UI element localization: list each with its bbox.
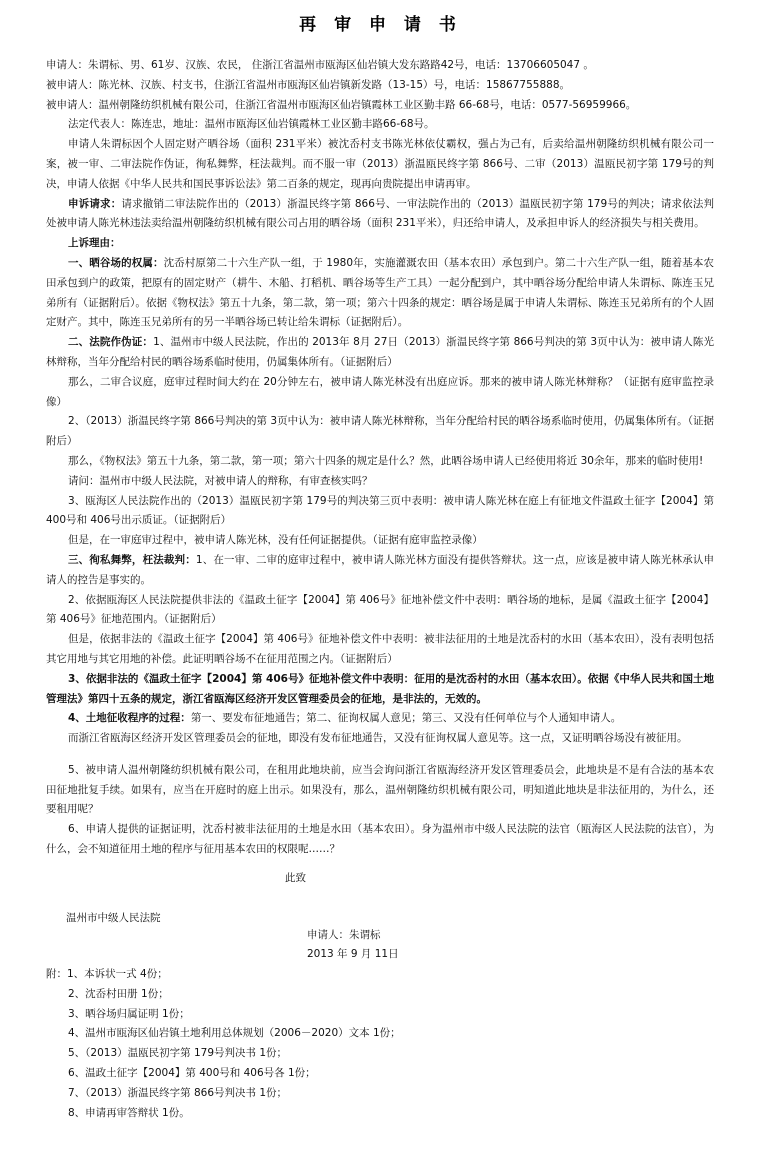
section-2 [46, 333, 714, 373]
section-2-text: 1、温州市中级人民法院，作出的 2013年 8月 27日（2013）浙温民终字第 866号判决的第 3页中认为：被申请人陈光林辩称，当年分配给村民的晒谷场系临时使用，仍属集体所有。（证据附后） [46, 336, 715, 368]
section-2-label: 二、法院作伪证： [68, 336, 154, 349]
section-1 [46, 254, 714, 333]
section-4 [46, 709, 714, 729]
party-respondent-1: 被申请人：陈光林、汉族、村支书，住浙江省温州市瓯海区仙岩镇新发路（13-15）号，电话：15867755888。 [46, 78, 570, 91]
addressee-court: 温州市中级人民法院 [66, 912, 161, 924]
attachment-item: 7、（2013）浙温民终字第 866号判决书 1份； [68, 1086, 288, 1099]
section-2-para-6: 3、瓯海区人民法院作出的（2013）温瓯民初字第 179号的判决第三页中表明：被申请人陈光林在庭上有征地文件温政土征字【2004】第 400号和 406号出示质证。（证据附后） [46, 494, 714, 527]
section-3-label: 三、徇私舞弊，枉法裁判： [68, 553, 196, 566]
closing-salutation: 此致 [285, 872, 306, 884]
attachment-item: 5、（2013）温瓯民初字第 179号判决书 1份； [68, 1047, 288, 1060]
party-applicant: 申请人：朱谓标、男、61岁、汉族、农民， 住浙江省温州市瓯海区仙岩镇大发东路路42号，电话：13706605047 。 [46, 59, 594, 71]
section-2-para-7: 但是，在一审庭审过程中，被申请人陈光林，没有任何证据提供。（证据有庭审监控录像） [68, 534, 483, 547]
section-1-text: 沈岙村原第二十六生产队一组，于 1980年，实施灌溉农田（基本农田）承包到户。第二十六生产队一组，随着基本农田承包到户的政策，把原有的固定财产（耕牛、木船、打稻机、晒谷场等生产工具）一起分配到户，其中晒谷场分配给申请人朱谓标、陈连玉兄弟所有（证据附后）。依据《物权法》第五十九条，第二款，第一项；第六十四条的规定：晒谷场是属于申请人朱谓标、陈连玉兄弟所有的个人固定财产。其中，陈连玉兄弟所有的另一半晒谷场已转让给朱谓标（证据附后）。 [46, 256, 714, 329]
paragraph-6: 6、申请人提供的证据证明，沈岙村被非法征用的土地是水田（基本农田）。身为温州市中级人民法院的法官（瓯海区人民法院的法官），为什么，会不知道征用土地的程序与征用基本农田的权限呢……？ [46, 823, 714, 856]
section-3-para-2: 2、依据瓯海区人民法院提供非法的《温政土征字【2004】第 406号》征地补偿文件中表明：晒谷场的地标，是属《温政土征字【2004】第 406号》征地范围内。（证据附后） [46, 593, 714, 626]
signature-block [307, 926, 399, 964]
section-3 [46, 551, 714, 591]
request-label: 申诉请求： [68, 197, 122, 210]
section-3-para-4: 3、依据非法的《温政土征字【2004】第 406号》征地补偿文件中表明：征用的是沈岙村的水田（基本农田）。依据《中华人民共和国土地管理法》第四十五条的规定，浙江省瓯海区经济开发区管理委员会的征地，是非法的，无效的。 [46, 672, 714, 705]
section-4-para-2: 而浙江省瓯海区经济开发区管理委员会的征地，即没有发布征地通告，又没有征询权属人意见等。这一点，又证明晒谷场没有被征用。 [68, 732, 688, 745]
document-body [46, 56, 714, 860]
section-2-para-4: 那么，《物权法》第五十九条，第二款，第一项；第六十四条的规定是什么？然，此晒谷场申请人已经使用将近 30余年，那来的临时使用! [68, 454, 704, 467]
section-4-text: 第一、要发布征地通告；第二、征询权属人意见；第三、又没有任何单位与个人通知申请人。 [190, 712, 622, 725]
signer: 申请人：朱谓标 [307, 929, 381, 941]
request-paragraph [46, 195, 714, 235]
attachment-item: 6、温政土征字【2004】第 400号和 406号各 1份； [68, 1066, 316, 1079]
section-2-para-3: 2、（2013）浙温民终字第 866号判决的第 3页中认为：被申请人陈光林辩称，当年分配给村民的晒谷场系临时使用，仍属集体所有。（证据附后） [46, 415, 714, 448]
section-2-para-5: 请问：温州市中级人民法院，对被申请人的辩称，有审查核实吗？ [68, 474, 373, 487]
party-respondent-2: 被申请人：温州朝隆纺织机械有限公司，住浙江省温州市瓯海区仙岩镇霞林工业区勤丰路 66-68号，电话：0577-56959966。 [46, 98, 637, 111]
spacer [46, 749, 714, 761]
section-4-label: 4、土地征收程序的过程： [68, 712, 191, 725]
document-title: 再 审 申 请 书 [299, 15, 462, 35]
paragraph-5: 5、被申请人温州朝隆纺织机械有限公司，在租用此地块前，应当会询问浙江省瓯海经济开发区管理委员会，此地块是不是有合法的基本农田征地批复手续。如果有，应当在开庭时的庭上出示。如果没有，那么，温州朝隆纺织机械有限公司，明知道此地块是非法征用的，为什么，还要租用呢？ [46, 763, 714, 816]
signature-date: 2013 年 9 月 11日 [307, 948, 399, 960]
reasons-heading: 上诉理由： [68, 237, 121, 250]
attachment-item: 附：1、本诉状一式 4份； [46, 968, 168, 980]
intro-paragraph: 申请人朱谓标因个人固定财产晒谷场（面积 231平米）被沈岙村支书陈光林依仗霸权，强占为己有，后卖给温州朝隆纺织机械有限公司一案，被一审、二审法院作伪证，徇私舞弊，枉法裁判。而不服一审（2013）浙温瓯民终字第 866号、二审（2013）温瓯民初字第 179号的判决，申请人依据《中华人民共和国民事诉讼法》第二百条的规定，现再向贵院提出申请再审。 [46, 138, 714, 190]
attachment-item: 8、申请再审答辩状 1份。 [68, 1106, 190, 1119]
section-3-text: 1、在一审、二审的庭审过程中，被申请人陈光林方面没有提供答辩状。这一点，应该是被申请人陈光林承认申请人的控告是事实的。 [46, 553, 715, 586]
attachment-item: 2、沈岙村田册 1份； [68, 987, 169, 1000]
section-3-para-3: 但是，依据非法的《温政土征字【2004】第 406号》征地补偿文件中表明：被非法征用的土地是沈岙村的水田（基本农田），没有表明包括其它用地与其它用地的补偿。此证明晒谷场不在征用范围之内。（证据附后） [46, 633, 714, 665]
attachment-item: 3、晒谷场归属证明 1份； [68, 1007, 190, 1020]
request-text: 请求撤销二审法院作出的（2013）浙温民终字第 866号、一审法院作出的（2013）温瓯民初字第 179号的判决；请求依法判处被申请人陈光林违法卖给温州朝隆纺织机械有限公司占用的晒谷场（面积 231平米），归还给申请人，及承担申诉人的经济损失与相关费用。 [46, 197, 714, 230]
section-1-label: 一、晒谷场的权属： [68, 256, 164, 269]
section-2-para-2: 那么，二审合议庭，庭审过程时间大约在 20分钟左右，被申请人陈光林没有出庭应诉。那来的被申请人陈光林辩称？（证据有庭审监控录像） [46, 375, 714, 408]
attachments-list [46, 965, 401, 1123]
attachment-item: 4、温州市瓯海区仙岩镇土地利用总体规划（2006－2020）文本 1份； [68, 1027, 401, 1040]
party-legal-rep: 法定代表人：陈连忠，地址：温州市瓯海区仙岩镇霞林工业区勤丰路66-68号。 [68, 118, 435, 131]
